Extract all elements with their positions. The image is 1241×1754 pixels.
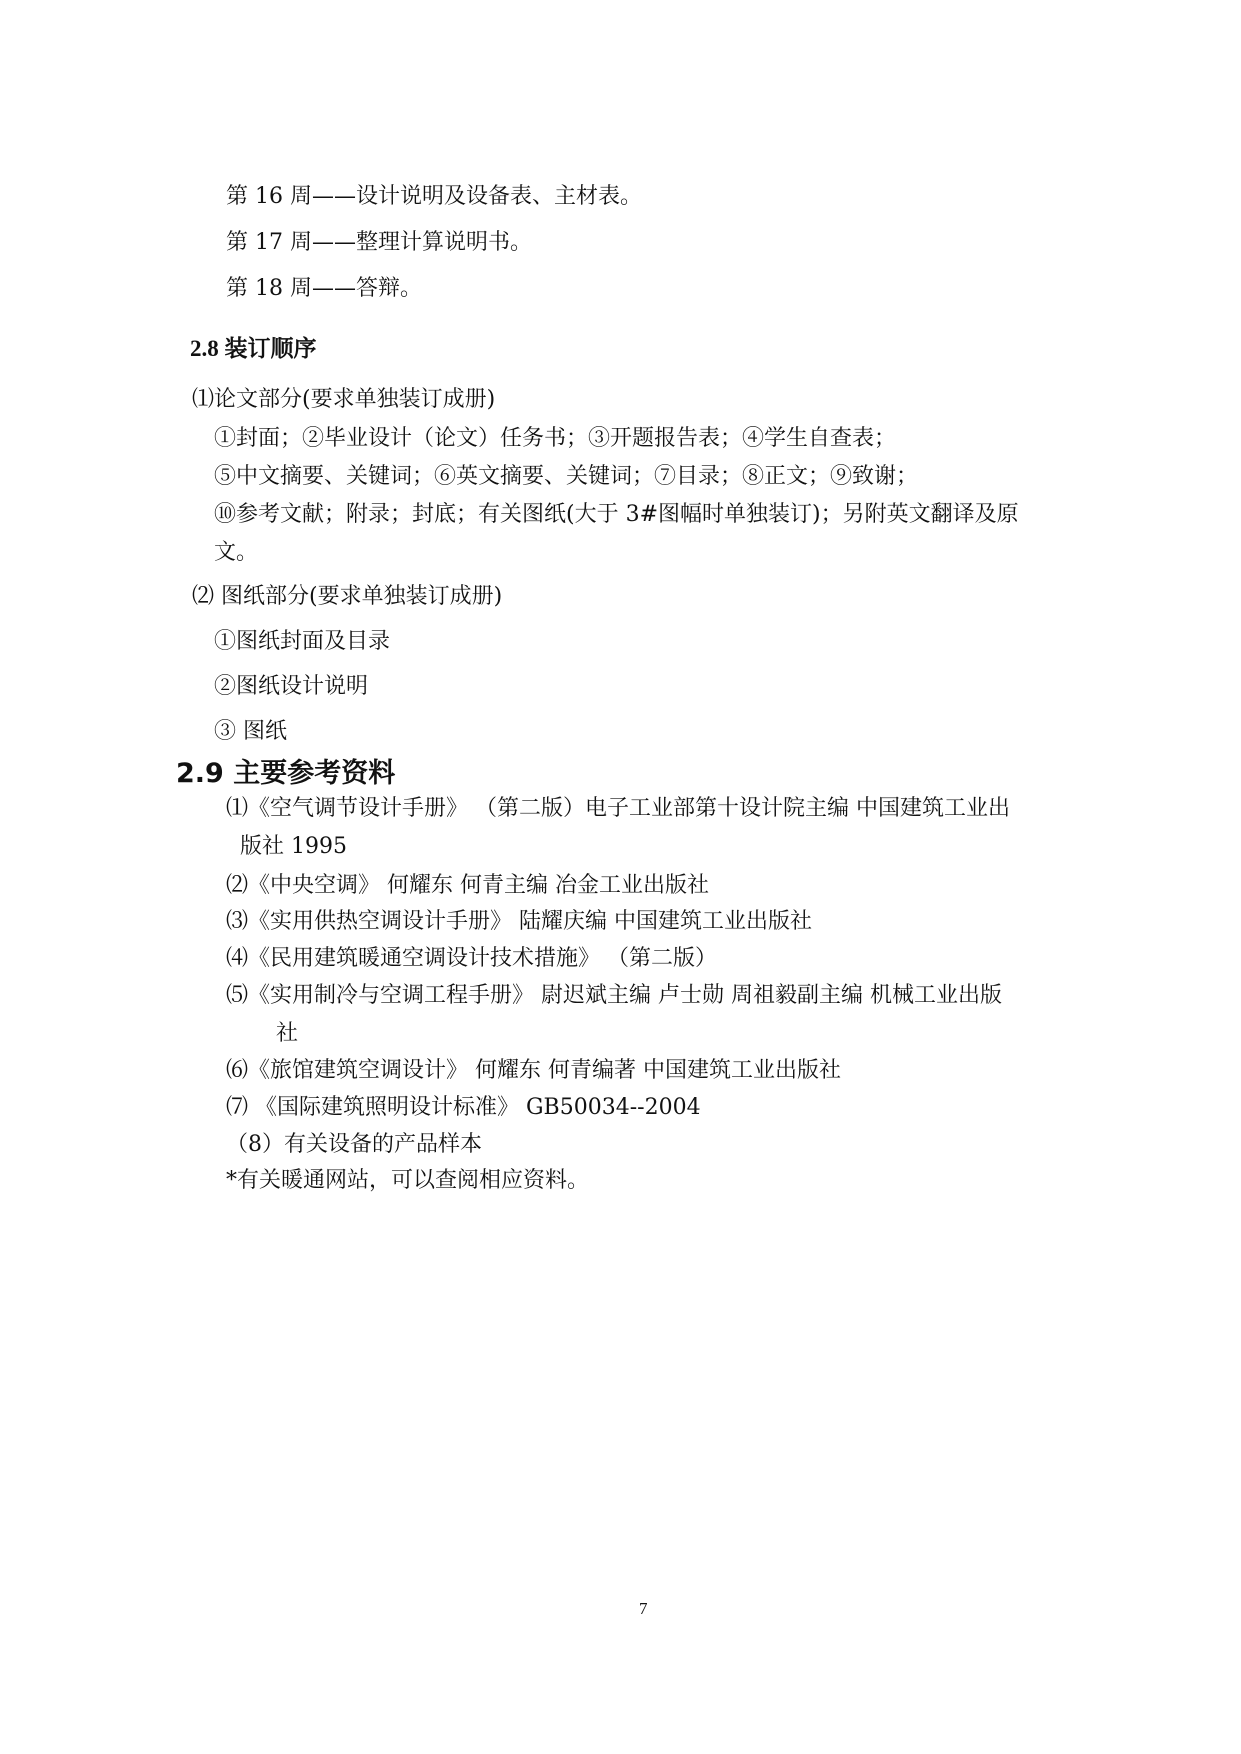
binding-part1-line: ①封面；②毕业设计（论文）任务书；③开题报告表；④学生自查表； [214, 426, 897, 451]
section-2-9-heading: 2.9 主要参考资料 [176, 758, 396, 789]
reference-item: （8）有关设备的产品样本 [226, 1132, 482, 1157]
binding-part1-line: 文。 [214, 540, 259, 565]
reference-item: ⑴《空气调节设计手册》 （第二版）电子工业部第十设计院主编 中国建筑工业出 [226, 796, 1010, 821]
binding-part1-line: ⑩参考文献；附录；封底；有关图纸(大于 3#图幅时单独装订)；另附英文翻译及原 [214, 502, 1019, 527]
reference-item: ⑺ 《国际建筑照明设计标准》 GB50034--2004 [226, 1095, 701, 1120]
section-2-8-heading: 2.8 装订顺序 [190, 336, 317, 361]
reference-item: ⑹《旅馆建筑空调设计》 何耀东 何青编著 中国建筑工业出版社 [226, 1058, 841, 1083]
schedule-week-17: 第 17 周——整理计算说明书。 [226, 230, 532, 255]
reference-item: ⑸《实用制冷与空调工程手册》 尉迟斌主编 卢士勋 周祖毅副主编 机械工业出版 [226, 983, 1002, 1008]
reference-note: *有关暖通网站，可以查阅相应资料。 [226, 1168, 590, 1193]
binding-part1-line: ⑤中文摘要、关键词；⑥英文摘要、关键词；⑦目录；⑧正文；⑨致谢； [214, 464, 919, 489]
schedule-week-18: 第 18 周——答辩。 [226, 276, 422, 301]
schedule-week-16: 第 16 周——设计说明及设备表、主材表。 [226, 184, 642, 209]
page-number: 7 [639, 1599, 648, 1618]
reference-item-continued: 版社 1995 [240, 834, 347, 859]
reference-item: ⑷《民用建筑暖通空调设计技术措施》 （第二版） [226, 946, 717, 971]
binding-part2-line: ③ 图纸 [214, 719, 287, 744]
binding-part2-line: ②图纸设计说明 [214, 674, 369, 699]
reference-item: ⑶《实用供热空调设计手册》 陆耀庆编 中国建筑工业出版社 [226, 909, 812, 934]
reference-item: ⑵《中央空调》 何耀东 何青主编 冶金工业出版社 [226, 873, 709, 898]
binding-part2-title: ⑵ 图纸部分(要求单独装订成册) [192, 584, 503, 609]
reference-item-continued: 社 [276, 1021, 299, 1046]
binding-part1-title: ⑴论文部分(要求单独装订成册) [192, 387, 496, 412]
binding-part2-line: ①图纸封面及目录 [214, 629, 391, 654]
